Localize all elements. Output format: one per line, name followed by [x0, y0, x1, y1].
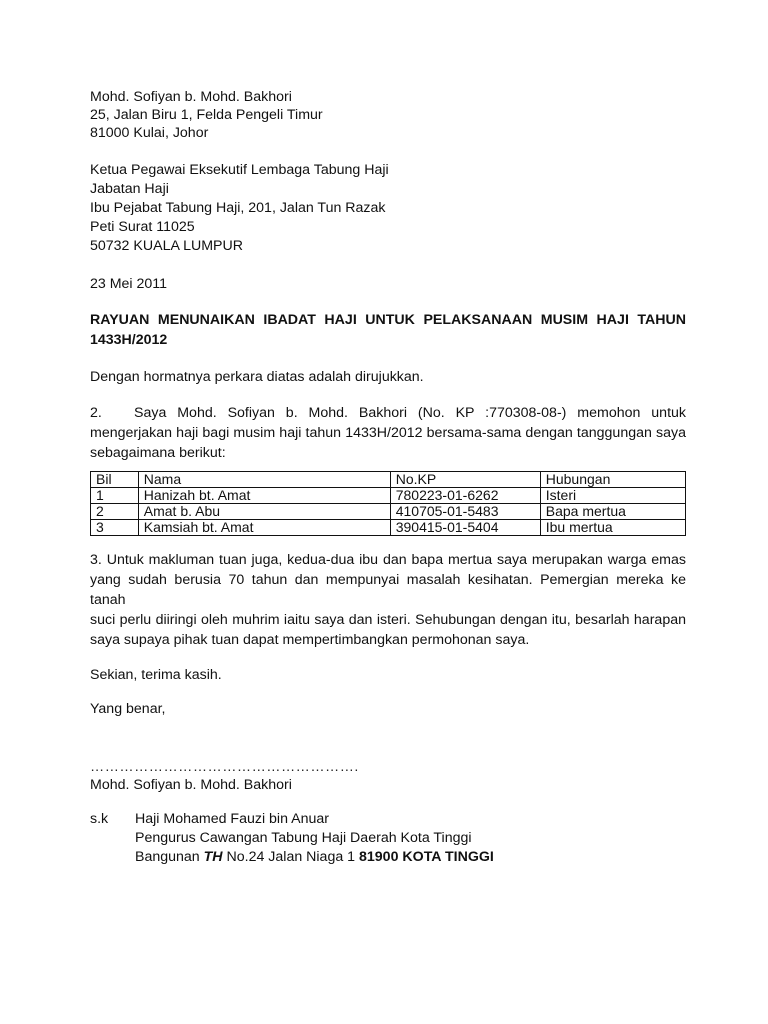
sender-name: Mohd. Sofiyan b. Mohd. Bakhori	[90, 89, 292, 105]
dependents-table	[90, 471, 686, 536]
cell-bil: 1	[91, 488, 139, 504]
cell-kp: 390415-01-5404	[390, 520, 540, 536]
paragraph-3-line1: 3. Untuk makluman tuan juga, kedua-dua ibu dan bapa mertua saya merupakan warga emas	[90, 552, 686, 568]
carbon-copy-block	[90, 810, 686, 867]
cc-label: s.k	[90, 811, 109, 827]
sender-address-line1: 25, Jalan Biru 1, Felda Pengeli Timur	[90, 107, 323, 123]
closing-text: Sekian, terima kasih.	[90, 667, 222, 683]
table-row	[91, 488, 686, 504]
letter-subject	[90, 310, 686, 350]
opening-text: Dengan hormatnya perkara diatas adalah dirujukkan.	[90, 369, 424, 385]
table-row	[91, 504, 686, 520]
cc-line3	[135, 848, 494, 867]
cell-bil: 3	[91, 520, 139, 536]
cell-nama: Kamsiah bt. Amat	[138, 520, 390, 536]
header-bil: Bil	[91, 472, 139, 488]
cell-bil: 2	[91, 504, 139, 520]
salutation-text: Yang benar,	[90, 701, 166, 717]
subject-line1: RAYUAN MENUNAIKAN IBADAT HAJI UNTUK PELAKSANAAN MUSIM HAJI TAHUN	[90, 312, 686, 328]
cell-kp: 410705-01-5483	[390, 504, 540, 520]
cc-line3-th: TH	[203, 849, 223, 865]
cc-line3-prefix: Bangunan	[135, 849, 204, 865]
paragraph-2-line3: sebagaimana berikut:	[90, 445, 226, 461]
paragraph-2	[90, 403, 686, 463]
letter-page	[90, 88, 686, 867]
letter-date: 23 Mei 2011	[90, 276, 168, 292]
table-header-row	[91, 472, 686, 488]
cell-nama: Amat b. Abu	[138, 504, 390, 520]
cc-line3-postcode: 81900 KOTA TINGGI	[359, 849, 494, 865]
header-nama: Nama	[138, 472, 390, 488]
cc-line2: Pengurus Cawangan Tabung Haji Daerah Kota Tinggi	[135, 830, 472, 846]
header-kp: No.KP	[390, 472, 540, 488]
paragraph-2-number: 2.	[90, 405, 102, 421]
paragraph-2-line1	[90, 403, 686, 423]
recipient-line3: Ibu Pejabat Tabung Haji, 201, Jalan Tun Razak	[90, 200, 386, 216]
recipient-line2: Jabatan Haji	[90, 181, 169, 197]
recipient-line4: Peti Surat 11025	[90, 219, 195, 235]
paragraph-3-line2: yang sudah berusia 70 tahun dan mempunyai masalah kesihatan. Pemergian mereka ke tanah	[90, 572, 686, 608]
recipient-line5: 50732 KUALA LUMPUR	[90, 238, 243, 254]
cc-line3-mid: No.24 Jalan Niaga 1	[222, 849, 360, 865]
cell-hubungan: Ibu mertua	[540, 520, 685, 536]
cell-hubungan: Isteri	[540, 488, 685, 504]
signature-name: Mohd. Sofiyan b. Mohd. Bakhori	[90, 777, 292, 793]
table-row	[91, 520, 686, 536]
paragraph-3-line3: suci perlu diiringi oleh muhrim iaitu saya dan isteri. Sehubungan dengan itu, besarlah harapan	[90, 612, 686, 628]
cell-kp: 780223-01-6262	[390, 488, 540, 504]
paragraph-2-line2: mengerjakan haji bagi musim haji tahun 1433H/2012 bersama-sama dengan tanggungan saya	[90, 425, 686, 441]
paragraph-3-line4: saya supaya pihak tuan dapat mempertimbangkan permohonan saya.	[90, 632, 530, 648]
paragraph-3	[90, 550, 686, 650]
recipient-address	[90, 161, 686, 256]
sender-address	[90, 88, 686, 142]
cc-details	[135, 810, 494, 867]
cell-nama: Hanizah bt. Amat	[138, 488, 390, 504]
cell-hubungan: Bapa mertua	[540, 504, 685, 520]
subject-line2: 1433H/2012	[90, 332, 168, 348]
header-hubungan: Hubungan	[540, 472, 685, 488]
paragraph-2-text1: Saya Mohd. Sofiyan b. Mohd. Bakhori (No. KP :770308-08-) memohon untuk	[134, 405, 686, 421]
recipient-line1: Ketua Pegawai Eksekutif Lembaga Tabung Haji	[90, 162, 389, 178]
sender-address-line2: 81000 Kulai, Johor	[90, 125, 209, 141]
signature-line: ……………………………………………….	[90, 759, 359, 775]
cc-line1: Haji Mohamed Fauzi bin Anuar	[135, 811, 329, 827]
